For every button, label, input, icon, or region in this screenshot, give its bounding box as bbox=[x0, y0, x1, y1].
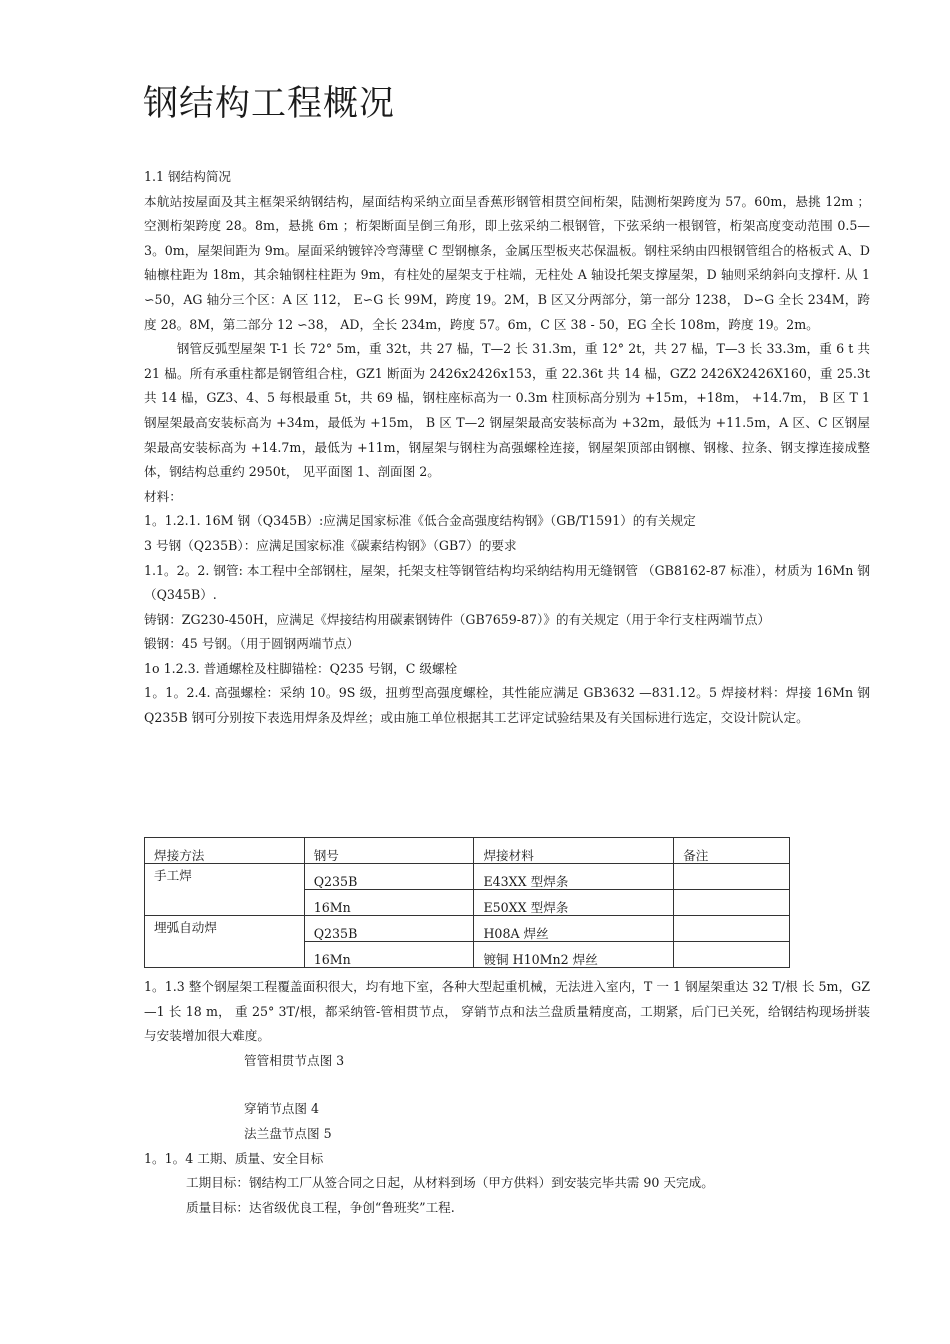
paragraph: 1。1.2.1. 16M 钢（Q345B）:应满足国家标准《低合金高强度结构钢》（GB/T1591）的有关规定 bbox=[144, 513, 696, 529]
table-cell: E50XX 型焊条 bbox=[474, 890, 674, 916]
paragraph: 1o 1.2.3. 普通螺栓及柱脚锚栓：Q235 号钢，C 级螺栓 bbox=[144, 660, 458, 676]
table-cell: Q235B bbox=[304, 864, 474, 890]
paragraph: 3 号钢（Q235B）：应满足国家标准《碳素结构钢》（GB7）的要求 bbox=[144, 537, 517, 553]
table-header: 焊接方法 bbox=[145, 838, 305, 864]
paragraph: 1。1。2.4. 高强螺栓：采纳 10。9S 级，扭剪型高强度螺栓，其性能应满足 GB3632 —831.12。5 焊接材料：焊接 16Mn 钢 Q235B 钢可分别按下表选用焊条及焊丝；或由施工单位根据其工艺评定试验结果及有关国标进行选定，交设计院认定。 bbox=[144, 685, 870, 726]
paragraph: 本航站按屋面及其主框架采纳钢结构，屋面结构采纳立面呈香蕉形钢管相贯空间桁架，陆测桁架跨度为 57。60m，悬挑 12m ；空测桁架跨度 28。8m，悬挑 6m ；桁架断面呈倒三角形，即上弦采纳二根钢管，下弦采纳一根钢管，桁架高度变动范围 0.5—3。0m，屋架间距为 9m。屋面采纳镀锌冷弯薄壁 C 型钢檩条，金属压型板夹芯保温板。钢柱采纳由四根钢管组合的格板式 A、D 轴檩柱距为 18m，其余轴钢柱柱距为 9m，有柱处的屋架支于柱端，无柱处 A 轴设托架支撑屋架，D 轴则采纳斜向支撑杆. 从 1 ∽50，AG 轴分三个区：A 区 112， E∽G 长 99M，跨度 19。2M，B 区又分两部分，第一部分 1238， D∽G 全长 234M，跨度 28。8M，第二部分 12 ∽38， AD，全长 234m，跨度 57。6m，C 区 38 - 50，EG 全长 108m，跨度 19。2m。 bbox=[144, 193, 870, 332]
paragraph: 工期目标：钢结构工厂从签合同之日起，从材料到场（甲方供料）到安装完毕共需 90 天完成。 bbox=[186, 1175, 714, 1191]
table-header-row bbox=[145, 838, 790, 864]
table-cell: 镀铜 H10Mn2 焊丝 bbox=[474, 942, 674, 968]
section-heading: 1.1 钢结构简况 bbox=[144, 169, 232, 184]
table-cell bbox=[674, 916, 790, 942]
paragraph: 材料： bbox=[144, 488, 182, 504]
paragraph: 质量目标：达省级优良工程，争创“鲁班奖”工程. bbox=[186, 1199, 455, 1215]
table-row bbox=[145, 916, 790, 942]
welding-table bbox=[144, 837, 790, 968]
page-title: 钢结构工程概况 bbox=[143, 84, 396, 124]
paragraph: 钢管反弧型屋架 T-1 长 72° 5m，重 32t，共 27 榀，T—2 长 31.3m，重 12° 2t，共 27 榀，T—3 长 33.3m，重 6 t 共 21 榀。所有承重柱都是钢管组合柱，GZ1 断面为 2426x2426x153，重 22.36t 共 14 榀，GZ2 2426X2426X160，重 25.3t 共 14 榀，GZ3、4、5 每根最重 5t，共 69 榀，钢柱座标高为一 0.3m 柱顶标高分别为 +15m，+18m， +14.7m， B 区 T 1 钢屋架最高安装标高为 +34m，最低为 +15m， B 区 T—2 钢屋架最高安装标高为 +32m，最低为 +11.5m，A 区、C 区钢屋架最高安装标高为 +14.7m，最低为 +11m，钢屋架与钢柱为高强螺栓连接，钢屋架顶部由钢檩、钢椽、拉条、钢支撑连接成整体，钢结构总重约 2950t， 见平面图 1、剖面图 2。 bbox=[144, 341, 870, 480]
table-header: 备注 bbox=[674, 838, 790, 864]
table-cell: E43XX 型焊条 bbox=[474, 864, 674, 890]
table-row bbox=[145, 864, 790, 890]
table-cell: 埋弧自动焊 bbox=[145, 916, 305, 968]
paragraph: 铸钢：ZG230-450H，应满足《焊接结构用碳素钢铸件（GB7659-87）》的有关规定（用于伞行支柱两端节点） bbox=[144, 611, 771, 627]
table-cell: 16Mn bbox=[304, 890, 474, 916]
table-cell bbox=[674, 942, 790, 968]
table-cell: H08A 焊丝 bbox=[474, 916, 674, 942]
after-table-text bbox=[144, 975, 870, 1220]
spacer bbox=[144, 1073, 870, 1097]
table-cell bbox=[674, 864, 790, 890]
paragraph: 锻钢：45 号钢。（用于圆钢两端节点） bbox=[144, 636, 360, 652]
figure-caption: 管管相贯节点图 3 bbox=[244, 1052, 345, 1068]
table-cell: 16Mn bbox=[304, 942, 474, 968]
table-cell bbox=[674, 890, 790, 916]
section-heading: 1。1。4 工期、质量、安全目标 bbox=[144, 1150, 324, 1166]
paragraph: 1.1。2。2. 钢管: 本工程中全部钢柱，屋架，托架支柱等钢管结构均采纳结构用无缝钢管 （GB8162-87 标准），材质为 16Mn 钢（Q345B）. bbox=[144, 562, 870, 603]
table-header: 焊接材料 bbox=[474, 838, 674, 864]
paragraph: 1。1.3 整个钢屋架工程覆盖面积很大，均有地下室，各种大型起重机械，无法进入室内，T 一 1 钢屋架重达 32 T/根 长 5m，GZ—1 长 18 m， 重 25° 3T/根，都采纳管-管相贯节点， 穿销节点和法兰盘质量精度高，工期紧，后门已关死，给钢结构现场拼装与安装增加很大难度。 bbox=[144, 979, 870, 1044]
table-cell: 手工焊 bbox=[145, 864, 305, 916]
figure-caption: 法兰盘节点图 5 bbox=[244, 1125, 332, 1141]
table-header: 钢号 bbox=[304, 838, 474, 864]
body-text bbox=[144, 165, 870, 731]
table-cell: Q235B bbox=[304, 916, 474, 942]
figure-caption: 穿销节点图 4 bbox=[244, 1101, 319, 1117]
